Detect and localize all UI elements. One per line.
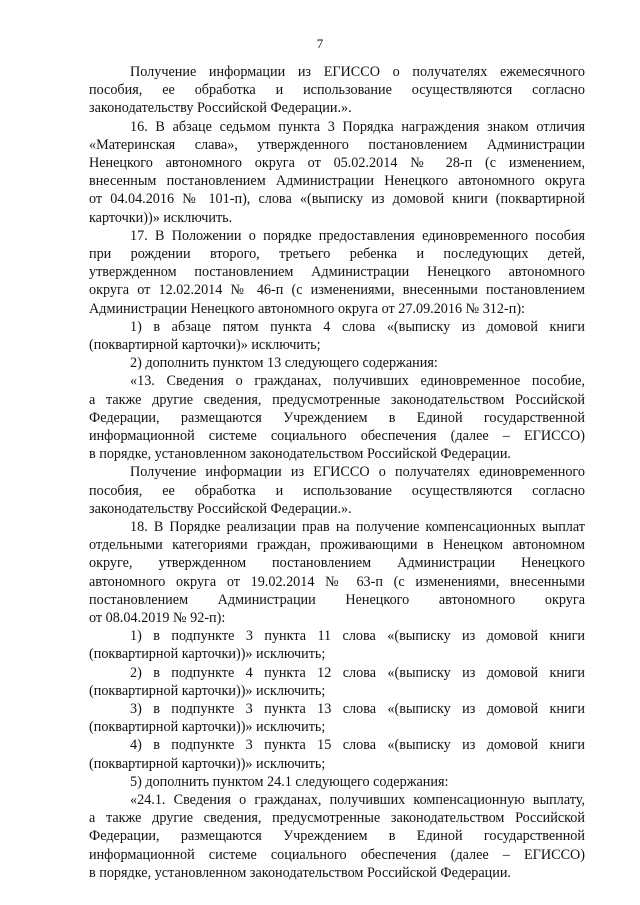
text-line: (поквартирной карточки))» исключить; (89, 682, 326, 699)
text-line: Администрации Ненецкого автономного округа от 27.09.2016 № 312-п): (89, 300, 525, 317)
text-line: пособия, ее обработка и использование осуществляются согласно (89, 82, 585, 99)
text-line: а также другие сведения, предусмотренные законодательством Российской (89, 810, 585, 827)
text-line: в порядке, установленном законодательством Российской Федерации. (89, 864, 511, 881)
text-line: законодательству Российской Федерации.». (89, 100, 352, 117)
page-number: 7 (316, 36, 324, 51)
text-line: при рождении второго, третьего ребенка и последующих детей, (89, 246, 585, 262)
text-line: отдельными категориями граждан, проживающими в Ненецком автономном (89, 537, 585, 554)
text-line: Федерации, размещаются Учреждением в Единой государственной (89, 409, 585, 426)
text-line: 2) дополнить пунктом 13 следующего содержания: (130, 355, 438, 372)
text-line: «24.1. Сведения о гражданах, получивших компенсационную выплату, (130, 792, 585, 808)
text-line: утвержденном постановлением Администрации Ненецкого автономного (89, 264, 585, 281)
text-line: 3) в подпункте 3 пункта 13 слова «(выписку из домовой книги (130, 701, 585, 717)
text-line: «13. Сведения о гражданах, получивших единовременное пособие, (130, 373, 585, 390)
text-line: 2) в подпункте 4 пункта 12 слова «(выписку из домовой книги (130, 664, 585, 681)
text-line: (поквартирной карточки))» исключить; (89, 755, 326, 772)
text-line: внесенным постановлением Администрации Ненецкого автономного округа (89, 173, 585, 190)
text-line: автономного округа от 19.02.2014 № 63-п (с изменениями, внесенными (89, 573, 585, 590)
text-line: округа от 12.02.2014 № 46-п (с изменениями, внесенными постановлением (89, 282, 585, 299)
text-line: от 04.04.2016 № 101-п), слова «(выписку из домовой книги (поквартирной (89, 191, 585, 208)
text-line: Федерации, размещаются Учреждением в Единой государственной (89, 828, 585, 845)
text-line: в порядке, установленном законодательством Российской Федерации. (89, 446, 511, 463)
text-line: (поквартирной карточки))» исключить; (89, 719, 326, 736)
text-line: а также другие сведения, предусмотренные законодательством Российской (89, 391, 585, 408)
text-line: пособия, ее обработка и использование осуществляются согласно (89, 482, 585, 499)
text-line: Получение информации из ЕГИССО о получателях единовременного (130, 464, 585, 481)
text-line: законодательству Российской Федерации.». (89, 500, 352, 517)
text-line: карточки))» исключить. (89, 209, 233, 226)
text-line: Ненецкого автономного округа от 05.02.2014 № 28-п (с изменением, (89, 155, 585, 171)
text-line: «Материнская слава», утвержденного постановлением Администрации (89, 136, 585, 153)
text-line: (поквартирной карточки)» исключить; (89, 337, 321, 353)
text-line: 17. В Положении о порядке предоставления единовременного пособия (130, 227, 585, 244)
text-line: 1) в подпункте 3 пункта 11 слова «(выписку из домовой книги (130, 628, 585, 645)
text-line: информационной системе социального обеспечения (далее – ЕГИССО) (89, 846, 585, 863)
text-line: постановлением Администрации Ненецкого автономного округа (89, 591, 585, 608)
text-line: 18. В Порядке реализации прав на получение компенсационных выплат (130, 519, 585, 535)
text-line: 1) в абзаце пятом пункта 4 слова «(выписку из домовой книги (130, 318, 585, 335)
text-line: округе, утвержденном постановлением Администрации Ненецкого (89, 555, 585, 572)
text-line: Получение информации из ЕГИССО о получателях ежемесячного (130, 64, 585, 80)
text-line: 16. В абзаце седьмом пункта 3 Порядка награждения знаком отличия (130, 118, 585, 135)
text-line: 5) дополнить пунктом 24.1 следующего содержания: (130, 773, 449, 790)
text-line: информационной системе социального обеспечения (далее – ЕГИССО) (89, 428, 585, 444)
text-line: (поквартирной карточки))» исключить; (89, 646, 326, 663)
text-line: от 08.04.2019 № 92-п): (89, 610, 226, 626)
text-line: 4) в подпункте 3 пункта 15 слова «(выписку из домовой книги (130, 737, 585, 754)
